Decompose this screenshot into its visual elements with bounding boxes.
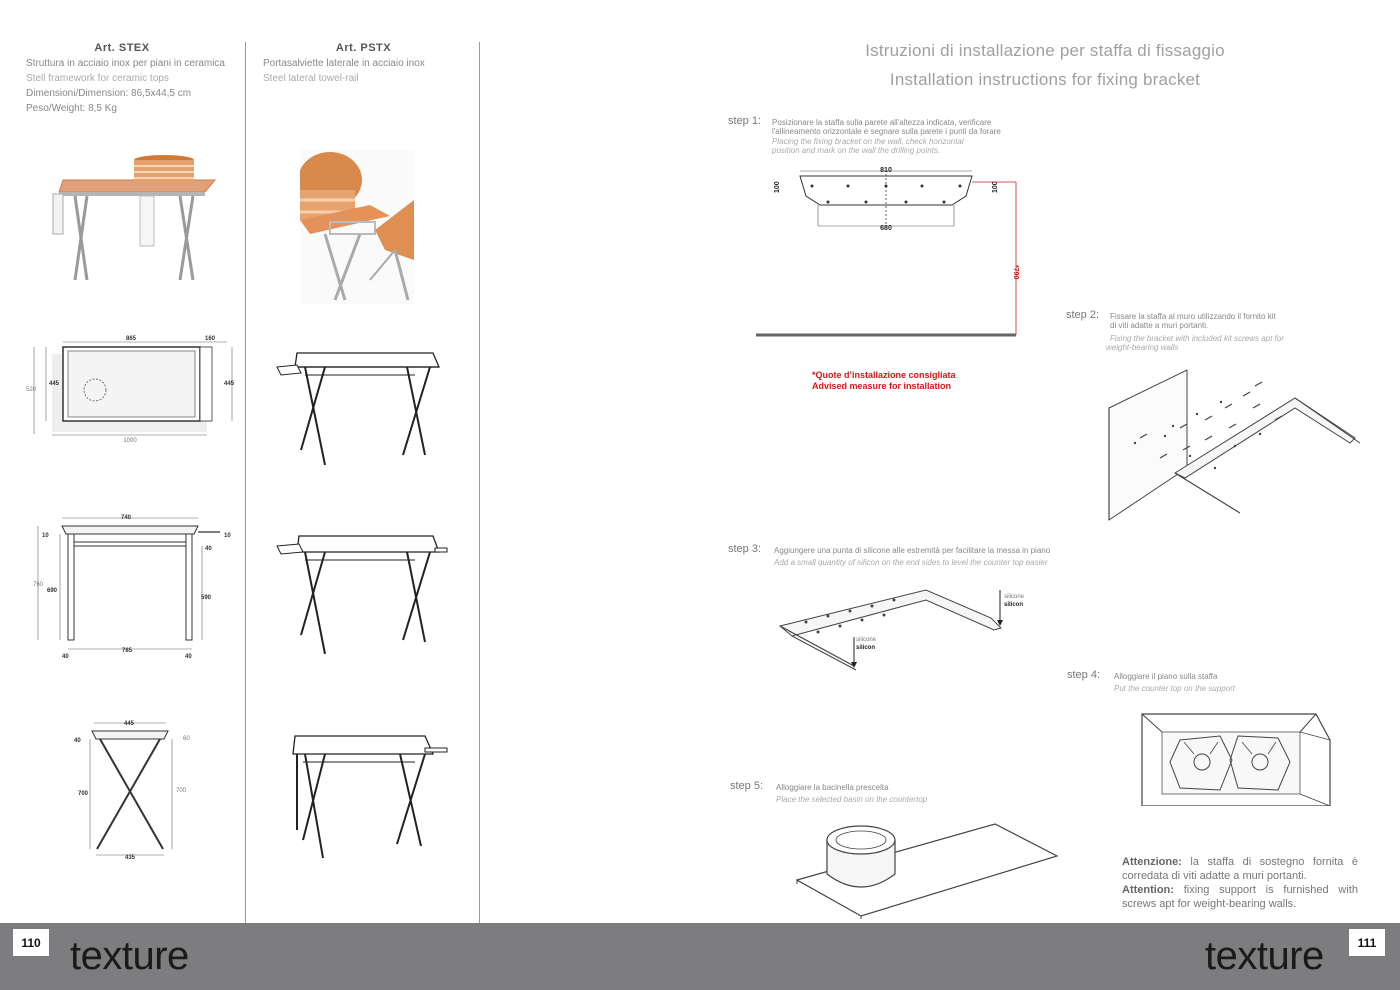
step-4-en-1: Put the counter top on the support (1114, 684, 1235, 693)
front-dim-785: 785 (121, 648, 133, 654)
column-divider-2 (479, 42, 480, 923)
silicon-label-left: silicon (856, 645, 876, 651)
step-2-wall-mount-drawing (1105, 368, 1365, 523)
plan-dim-520: 520 (26, 387, 37, 393)
pstx-spec (263, 56, 425, 86)
step-1-label: step 1: (728, 115, 762, 127)
dim-100-right: 100 (992, 181, 999, 193)
step-3-label: step 3: (728, 543, 762, 555)
brand-logo-left: texture (70, 934, 189, 978)
page-number-left: 110 (13, 929, 49, 956)
step-1 (728, 115, 1058, 163)
attention-italian (1122, 855, 1358, 883)
plan-dim-445-right: 445 (224, 381, 235, 387)
attention-it-label: Attenzione: (1122, 856, 1182, 868)
step-4-countertop-drawing (1140, 710, 1332, 806)
stex-front-drawing (28, 510, 238, 660)
step-3 (728, 543, 1128, 572)
side-dim-445: 445 (123, 721, 135, 727)
silicone-label-left: silicone (856, 637, 877, 643)
stex-side-drawing (60, 715, 200, 863)
step-2-it-1: Fissare la staffa al muro utilizzando il fornito kit (1110, 312, 1276, 321)
pstx-product-photo (300, 150, 414, 304)
step-5-it-1: Alloggiare la bacinella prescelta (776, 783, 889, 792)
step-5 (730, 780, 1010, 809)
front-dim-740: 740 (120, 515, 132, 521)
silicon-label-right: silicon (1004, 602, 1024, 608)
step-2 (1066, 309, 1366, 357)
side-dim-40: 40 (74, 738, 81, 744)
pstx-spec-line1: Portasalviette laterale in acciaio inox (263, 58, 425, 69)
front-dim-690: 690 (47, 588, 58, 594)
dim-810: 810 (880, 167, 892, 174)
front-dim-10-right: 10 (224, 533, 231, 539)
step-5-en-1: Place the selected basin on the countertop (776, 795, 928, 804)
attention-english (1122, 883, 1358, 911)
step-2-it-2: di viti adatte a muri portanti. (1110, 321, 1209, 330)
page-number-right: 111 (1349, 929, 1385, 956)
stex-spec (26, 56, 225, 116)
pstx-drawing-2 (275, 530, 450, 660)
pstx-drawing-3 (285, 730, 450, 865)
brand-logo-right: texture (1205, 934, 1324, 978)
pstx-heading: Art. PSTX (335, 42, 392, 54)
step-4-it-1: Alloggiare il piano sulla staffa (1114, 672, 1218, 681)
step-5-basin-drawing (795, 820, 1060, 920)
stex-spec-line1: Struttura in acciaio inox per piani in ceramica (26, 58, 225, 69)
stex-product-photo (45, 150, 220, 285)
stex-spec-line3: Dimensioni/Dimension: 86,5x44,5 cm (26, 88, 192, 99)
advised-measure-note (812, 370, 956, 392)
step-1-en-2: position and mark on the wall the drilling points. (772, 146, 941, 155)
step-4 (1067, 669, 1327, 698)
step-1-it-2: l'allineamento orizzontale e segnare sulla parete i punti da forare (772, 127, 1001, 136)
side-dim-60: 60 (183, 736, 190, 742)
front-dim-40-bottom-right: 40 (185, 654, 192, 660)
plan-dim-160: 160 (204, 336, 216, 342)
front-dim-40-left: 40 (62, 654, 69, 660)
attention-en-text: fixing support is furnished with screws apt for weight-bearing walls. (1122, 884, 1358, 910)
stex-spec-line4: Peso/Weight: 8,5 Kg (26, 103, 117, 114)
pstx-drawing-1 (275, 345, 445, 475)
stex-heading: Art. STEX (94, 42, 150, 54)
silicone-label-right: silicone (1004, 594, 1025, 600)
step-4-label: step 4: (1067, 669, 1101, 681)
step-1-en-1: Placing the fixing bracket on the wall, check horizontal (772, 137, 964, 146)
footer-band (0, 923, 1400, 990)
stex-plan-drawing (22, 330, 242, 450)
step-5-label: step 5: (730, 780, 764, 792)
dim-100-left: 100 (774, 181, 781, 193)
title-english: Installation instructions for fixing bracket (889, 70, 1201, 89)
step-1-bracket-drawing (756, 160, 1026, 340)
step-1-it-1: Posizionare la staffa sulla parete all'altezza indicata, verificare (772, 118, 992, 127)
advised-it: *Quote d’installazione consigliata (812, 370, 956, 380)
dim-680: 680 (880, 225, 892, 232)
side-dim-700-right: 700 (176, 788, 187, 794)
front-dim-40-right: 40 (205, 546, 212, 552)
plan-dim-865: 865 (125, 336, 137, 342)
step-3-silicone-drawing (776, 582, 1036, 678)
side-dim-435: 435 (124, 855, 136, 861)
step-3-it-1: Aggiungere una punta di silicone alle estremità per facilitare la messa in piano (774, 546, 1051, 555)
step-3-en-1: Add a small quantity of silicon on the end sides to level the counter top easier (774, 558, 1048, 567)
attention-en-label: Attention: (1122, 884, 1174, 896)
dim-790: *790 (1012, 265, 1019, 280)
step-2-en-2: weight-bearing walls (1106, 343, 1179, 352)
plan-dim-1000: 1000 (123, 438, 137, 444)
title-italian: Istruzioni di installazione per staffa di fissaggio (865, 41, 1225, 60)
step-2-en-1: Fixing the bracket with included kit screws apt for (1110, 334, 1284, 343)
attention-note (1122, 855, 1358, 911)
attention-it-text: la staffa di sostegno fornita è corredata di viti adatte a muri portanti. (1122, 856, 1358, 882)
front-dim-760: 760 (33, 582, 44, 588)
advised-en: Advised measure for installation (812, 381, 952, 391)
pstx-spec-line2: Steel lateral towel-rail (263, 73, 359, 84)
plan-dim-445-left: 445 (49, 381, 60, 387)
column-divider-1 (245, 42, 246, 923)
step-2-label: step 2: (1066, 309, 1100, 321)
side-dim-700-left: 700 (78, 791, 89, 797)
front-dim-590: 590 (201, 595, 212, 601)
front-dim-10-left: 10 (42, 533, 49, 539)
stex-spec-line2: Stell framework for ceramic tops (26, 73, 169, 84)
